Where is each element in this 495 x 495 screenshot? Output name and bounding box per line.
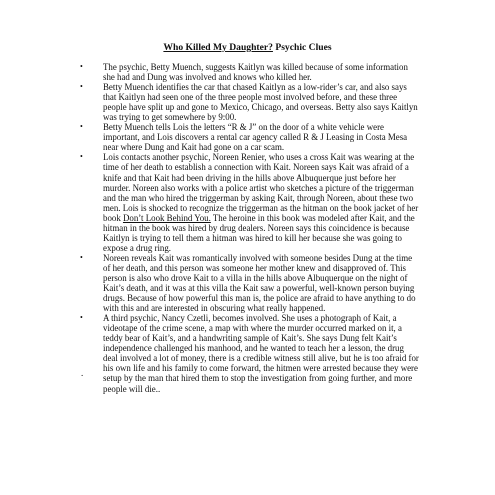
document-title [0, 42, 495, 54]
clue-item [80, 152, 420, 252]
clue-item [80, 62, 420, 82]
clue-text: A third psychic, Nancy Czetli, becomes involved. She uses a photograph of Kait, a videotape of the crime scene, a map with where the murder occurred marked on it, a teddy bear of Kait’s, and a handwriting sample of Kait’s. She says Dung felt Kait’s independence challenged his manhood, and he wanted to teach her a lesson, the drug deal involved a lot of money, there is a credible witness still alive, but he is too afraid for his own life and his family to come forward, the hitmen were arrested because they were setup by the man that hired them to stop the investigation from going further, and more people will die.. [103, 313, 419, 394]
clue-text: Betty Muench identifies the car that chased Kaitlyn as a low-rider’s car, and also says that Kaitlyn had seen one of the three people most involved before, and these three people have split up and gone to Mexico, Chicago, and overseas. Betty also says Kaitlyn was trying to get somewhere by 9:00. [103, 82, 418, 123]
clue-text-before-book: Lois contacts another psychic, Noreen Renier, who uses a cross Kait was wearing at the time of her death to establish a connection with Kait. Noreen says Kait was afraid of a knife and that Kait had been driving in the hills above Albuquerque just before her murder. Noreen also works with a police artist who sketches a picture of the triggerman and the man who hired the triggerman by asking Kait, through Noreen, about these two men. Lois is shocked to recognize the triggerman as the hitman on the book jacket of her book [103, 152, 419, 223]
clue-item [80, 82, 420, 122]
trailing-period: . [81, 368, 84, 378]
bullet-icon: • [80, 82, 83, 92]
clue-text: The psychic, Betty Muench, suggests Kaitlyn was killed because of some information she had and Dung was involved and knows who killed her. [103, 62, 408, 83]
clue-text: Noreen reveals Kait was romantically involved with someone besides Dung at the time of her death, and this person was someone her mother knew and disapproved of. This person is also who drove Kait to a villa in the hills above Albuquerque on the night of Kait’s death, and it was at this villa the Kait saw a powerful, well-known person buying drugs. Because of how powerful this man is, the police are afraid to have anything to do with this and are interested in obscuring what really happened. [103, 252, 416, 314]
title-rest-part: Psychic Clues [272, 42, 332, 53]
clue-item [80, 313, 420, 393]
clue-list [80, 62, 420, 394]
bullet-icon: • [80, 313, 83, 323]
book-title: Don’t Look Behind You. [122, 212, 211, 223]
title-underlined-part: Who Killed My Daughter? [163, 42, 273, 53]
bullet-icon: • [80, 62, 83, 71]
clue-item [80, 253, 420, 313]
clue-text: Betty Muench tells Lois the letters “R & J” on the door of a white vehicle were important, and Lois discovers a rental car agency called R & J Leasing in Costa Mesa near where Dung and Kait had gone on a car scam. [103, 122, 408, 153]
bullet-icon: • [80, 152, 83, 162]
bullet-icon: • [80, 122, 83, 132]
clue-text-after-book: The heroine in this book was modeled after Kait, and the hitman in the book was hired by drug dealers. Noreen says this coincidence is because Kaitlyn is trying to tell them a hitman was hired to kill her because she was going to expose a drug ring. [103, 212, 415, 253]
bullet-icon: • [80, 252, 83, 262]
clue-item [80, 122, 420, 152]
